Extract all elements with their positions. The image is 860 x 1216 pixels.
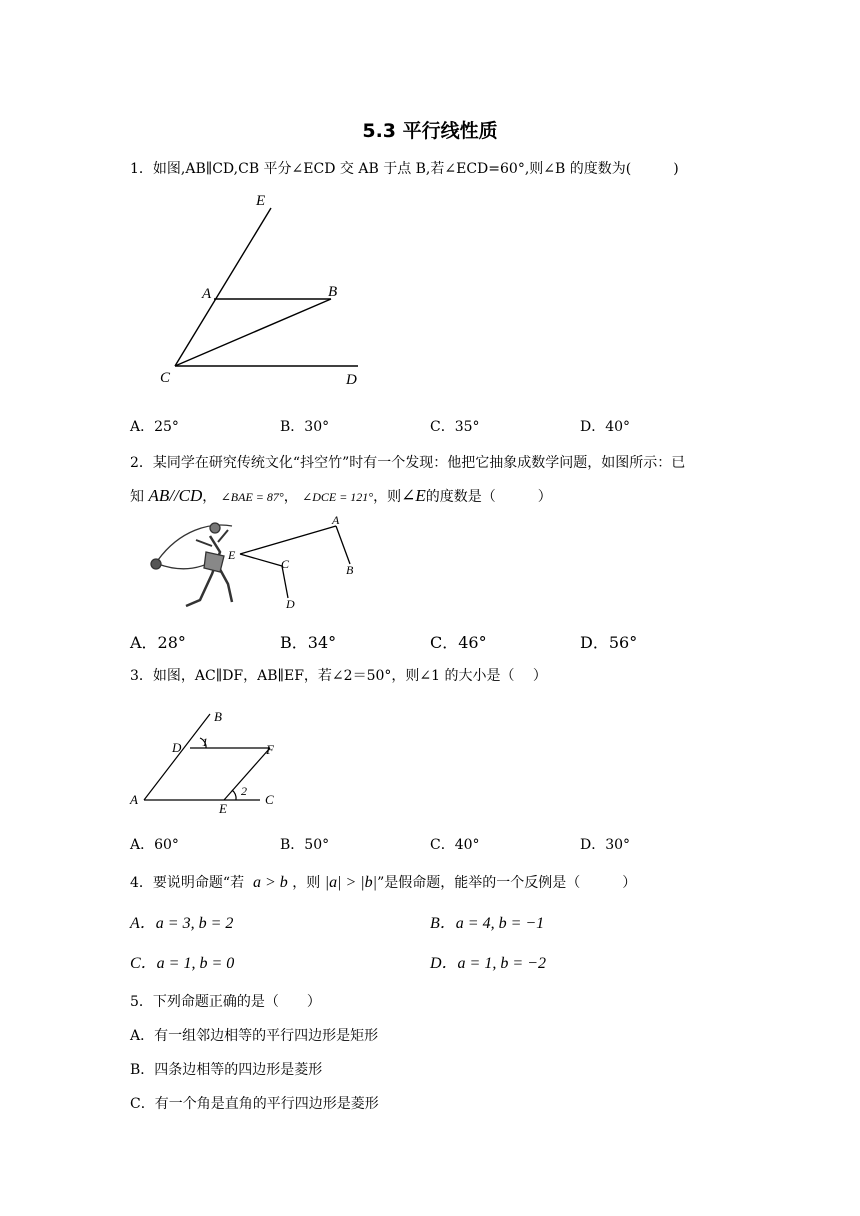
q4-option-c: C．a = 1, b = 0 [130, 955, 235, 972]
q4-option-a: A．a = 3, b = 2 [130, 915, 234, 932]
q3-label-d: D [172, 740, 182, 755]
q2-label-d: D [286, 597, 295, 611]
q1-line-ce [175, 208, 271, 366]
q1-label-c: C [160, 370, 171, 386]
q1-line-cb [175, 299, 331, 366]
q5-stem: 5．下列命题正确的是（ ） [130, 994, 321, 1010]
q2-label-e: E [228, 548, 236, 562]
q3-option-d: D．30° [580, 837, 631, 853]
q2-label-c: C [281, 557, 290, 571]
q3-label-angle-2: 2 [241, 784, 247, 798]
q2-line-ab [336, 526, 350, 564]
q3-label-b: B [214, 709, 222, 724]
q1-label-d: D [346, 372, 357, 388]
q2-option-a: A．28° [130, 633, 186, 652]
q5-option-c: C．有一个角是直角的平行四边形是菱形 [130, 1096, 379, 1112]
q4-option-b: B．a = 4, b = −1 [430, 915, 545, 932]
q1-option-d: D．40° [580, 419, 631, 435]
q1-option-c: C．35° [430, 419, 480, 435]
q1-stem: 1．如图,AB∥CD,CB 平分∠ECD 交 AB 于点 B,若∠ECD=60°,则∠B 的度数为( ) [130, 161, 679, 177]
q2-option-b: B．34° [280, 633, 337, 652]
q2-line-ea [240, 526, 336, 554]
q4-option-d: D．a = 1, b = −2 [430, 955, 546, 972]
q4-stem: 4．要说明命题“若 a > b ，则 |a| > |b|”是假命题，能举的一个反例是（ ） [130, 874, 637, 891]
q2-label-a: A [332, 513, 340, 527]
diabolo-player-illustration [151, 523, 232, 606]
q2-figure [140, 512, 370, 612]
q1-option-a: A．25° [130, 419, 179, 435]
q2-line-ec [240, 554, 282, 566]
q5-option-a: A．有一组邻边相等的平行四边形是矩形 [130, 1028, 379, 1044]
q1-label-e: E [256, 193, 266, 209]
q3-stem: 3．如图，AC∥DF，AB∥EF，若∠2＝50°，则∠1 的大小是（ ） [130, 668, 547, 684]
q2-option-d: D．56° [580, 633, 638, 652]
q3-option-a: A．60° [130, 837, 179, 853]
q2-option-c: C．46° [430, 633, 487, 652]
q3-line-ab [144, 714, 210, 800]
q1-option-b: B．30° [280, 419, 330, 435]
q3-option-b: B．50° [280, 837, 330, 853]
q2-label-b: B [346, 563, 354, 577]
q3-label-c: C [265, 792, 274, 807]
q2-stem-line1: 2．某同学在研究传统文化“抖空竹”时有一个发现：他把它抽象成数学问题，如图所示：已 [130, 455, 686, 471]
q3-label-a: A [130, 792, 138, 807]
q3-line-ef [224, 748, 270, 800]
q3-label-f: F [266, 742, 274, 757]
q2-stem-line2: 知 AB//CD， ∠BAE = 87°， ∠DCE = 121°，则∠E的度数是（ ） [130, 486, 552, 505]
q3-label-e: E [219, 801, 227, 816]
q5-option-b: B．四条边相等的四边形是菱形 [130, 1062, 323, 1078]
q3-figure [128, 706, 288, 816]
q1-label-a: A [202, 286, 212, 302]
q3-angle-2-arc [232, 790, 236, 800]
page-title: 5.3 平行线性质 [362, 120, 498, 142]
q1-figure [150, 188, 380, 388]
q1-label-b: B [328, 284, 338, 300]
q3-label-angle-1: 1 [202, 735, 208, 749]
q3-option-c: C．40° [430, 837, 480, 853]
